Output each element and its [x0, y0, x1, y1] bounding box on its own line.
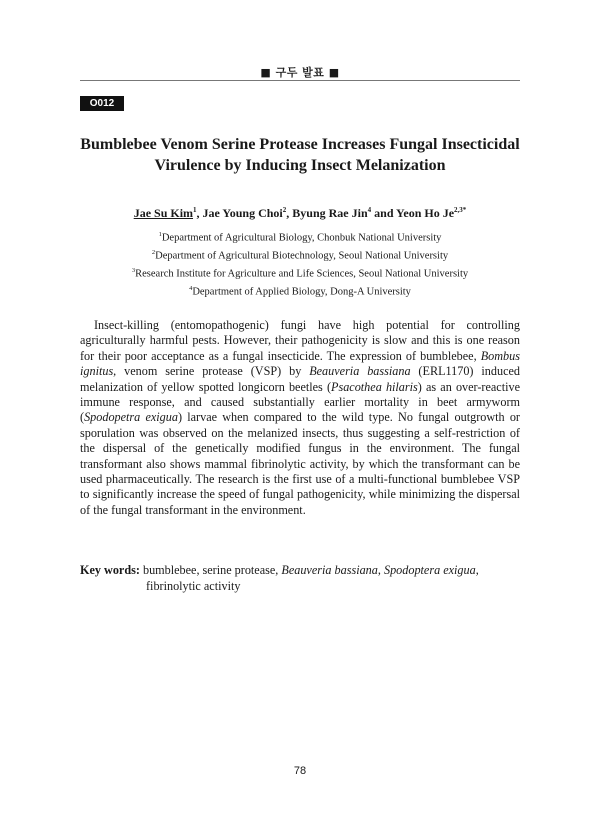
author-affiliation-mark: 2,3*: [454, 206, 467, 214]
keywords: Key words: bumblebee, serine protease, Beauveria bassiana, Spodoptera exigua, fibrinolytic activity: [80, 562, 520, 594]
author-name: Jae Young Choi: [202, 206, 283, 220]
page-number: 78: [293, 765, 307, 777]
title-line-1: Bumblebee Venom Serine Protease Increases Fungal Insecticidal: [80, 136, 520, 153]
author-separator: and: [371, 206, 397, 220]
author-affiliation-mark: 2: [282, 206, 287, 214]
paper-title: [70, 134, 530, 176]
keywords-label: Key words:: [80, 563, 140, 577]
author-affiliation-mark: 1: [193, 206, 197, 214]
title-line-2: Virulence by Inducing Insect Melanization: [154, 157, 446, 174]
species-name: Bombus ignitus,: [80, 348, 520, 379]
species-name: Psacothea hilaris: [331, 379, 418, 394]
header-divider: [80, 80, 520, 81]
author-name: Jae Su Kim: [133, 206, 194, 220]
keywords-continuation: fibrinolytic activity: [146, 579, 241, 593]
author-affiliation-mark: 4: [367, 206, 372, 214]
affiliation-list: [60, 228, 540, 300]
species-name: Beauveria bassiana: [309, 364, 411, 379]
abstract-body: Insect-killing (entomopathogenic) fungi have high potential for controlling agriculturally harmful pests. However, their pathogenicity is slow and this is one reason for their poor acceptance as a fungal insecticide. The expression of bumblebee, Bombus ignitus, venom serine protease (VSP) by Beauveria bassiana (ERL1170) induced melanization of yellow spotted longicorn beetles (Psacothea hilaris) as an over-reactive immune response, and caused substantially earlier mortality in beet armyworm (Spodopetra exigua) larvae when compared to the wild type. No fungal outgrowth or sporulation was observed on the melanized insects, thus suggesting a self-restriction of the dispersal of the genetically modified fungus in the environment. The fungal transformant also shows mammal fibrinolytic activity, by which the transformant can be used pharmaceutically. The research is the first use of a multi-functional bumblebee VSP to significantly increase the speed of fungal pathogenicity, while minimizing the dispersal of the fungal transformant in the environment.: [80, 318, 520, 517]
section-header: ■ 구두 발표 ■: [260, 66, 340, 79]
affiliation-item: $^1$Department of Agricultural Biology, Chonbuk National University: [158, 231, 442, 244]
author-name: Byung Rae Jin: [292, 206, 368, 220]
author-separator: ,: [196, 206, 203, 220]
affiliation-item: $^3$Research Institute for Agriculture and Life Sciences, Seoul National University: [131, 267, 469, 280]
keyword-species: Beauveria bassiana: [281, 563, 378, 577]
affiliation-item: $^4$Department of Applied Biology, Dong-A University: [189, 285, 411, 298]
keyword-species: Spodoptera exigua: [383, 563, 476, 577]
author-separator: ,: [286, 206, 293, 220]
abstract-code-badge: O012: [80, 96, 124, 111]
author-list: [60, 206, 540, 221]
affiliation-item: $^2$Department of Agricultural Biotechnology, Seoul National University: [151, 249, 449, 262]
author-name: Yeon Ho Je: [396, 206, 455, 220]
species-name: Spodopetra exigua: [84, 410, 178, 425]
